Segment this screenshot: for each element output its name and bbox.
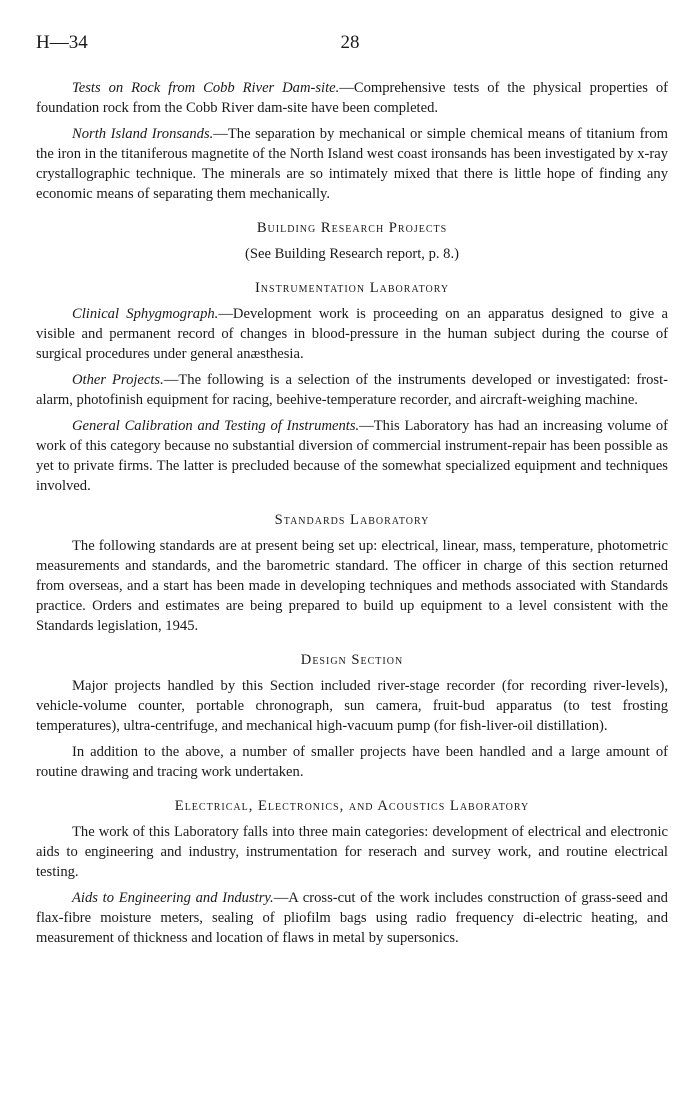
paragraph-sphygmograph [36, 304, 668, 364]
document-reference: H—34 [36, 32, 88, 53]
paragraph-lead: General Calibration and Testing of Instruments. [72, 418, 360, 434]
building-note: (See Building Research report, p. 8.) [245, 246, 459, 262]
paragraph-text: —Development work is proceeding on an apparatus designed to give a visible and permanent record of changes in blood-pressure in the human subject during the course of surgical procedures under general anæsthesia. [36, 306, 668, 362]
paragraph-standards: The following standards are at present being set up: electrical, linear, mass, temperature, photometric measurements and standards, and the barometric standard. The officer in charge of this section returned from overseas, and a start has been made in developing techniques and methods associated with Standards practice. Orders and estimates are being prepared to build up equipment to a level consistent with the Standards legislation, 1945. [36, 538, 668, 634]
paragraph-aids [36, 888, 668, 948]
section-heading-instrumentation: Instrumentation Laboratory [254, 280, 450, 296]
section-heading-design: Design Section [300, 652, 404, 668]
paragraph-design-additional: In addition to the above, a number of smaller projects have been handled and a large amount of routine drawing and tracing work undertaken. [36, 744, 668, 780]
paragraph-text: —This Laboratory has had an increasing volume of work of this category because no substantial diversion of commercial instrument-repair has been possible as yet to private firms. The latter is precluded because of the somewhat specialized equipment and techniques involved. [36, 418, 668, 494]
paragraph-lead: Aids to Engineering and Industry. [72, 890, 274, 906]
paragraph-ironsands [36, 124, 668, 204]
paragraph-text: —The separation by mechanical or simple chemical means of titanium from the iron in the titaniferous magnetite of the North Island west coast ironsands has been investigated by x-ray crystallographic technique. The minerals are so intimately mixed that there is little hope of finding any economic means of separating them mechanically. [36, 126, 668, 202]
paragraph-other-projects [36, 370, 668, 410]
section-heading-electrical: Electrical, Electronics, and Acoustics Laboratory [174, 798, 530, 814]
paragraph-text: —The following is a selection of the instruments developed or investigated: frost-alarm, photofinish equipment for racing, beehive-temperature recorder, and aircraft-weighing machine. [36, 372, 668, 408]
paragraph-lead: Tests on Rock from Cobb River Dam-site. [72, 80, 340, 96]
paragraph-design-projects: Major projects handled by this Section included river-stage recorder (for recording river-levels), vehicle-volume counter, portable chronograph, sun camera, fruit-bud apparatus (to test frosting temperatures), ultra-centrifuge, and mechanical high-vacuum pump (for fish-liver-oil distillation). [36, 678, 668, 734]
section-heading-standards: Standards Laboratory [274, 512, 430, 528]
section-heading-building: Building Research Projects [256, 220, 448, 236]
paragraph-cobb-river [36, 78, 668, 118]
paragraph-lead: North Island Ironsands. [72, 126, 214, 142]
page-header [36, 32, 664, 56]
paragraph-lead: Clinical Sphygmograph. [72, 306, 219, 322]
page-body [36, 78, 668, 954]
paragraph-electrical-intro: The work of this Laboratory falls into three main categories: development of electrical and electronic aids to engineering and industry, instrumentation for reserach and survey work, and routine electrical testing. [36, 824, 668, 880]
paragraph-calibration [36, 416, 668, 496]
paragraph-text: —Comprehensive tests of the physical properties of foundation rock from the Cobb River dam-site have been completed. [36, 80, 668, 116]
paragraph-lead: Other Projects. [72, 372, 164, 388]
page-number: 28 [340, 32, 360, 53]
paragraph-text: —A cross-cut of the work includes construction of grass-seed and flax-fibre moisture meters, sealing of pliofilm bags using radio frequency di-electric heating, and measurement of thickness and location of flaws in metal by supersonics. [36, 890, 668, 946]
